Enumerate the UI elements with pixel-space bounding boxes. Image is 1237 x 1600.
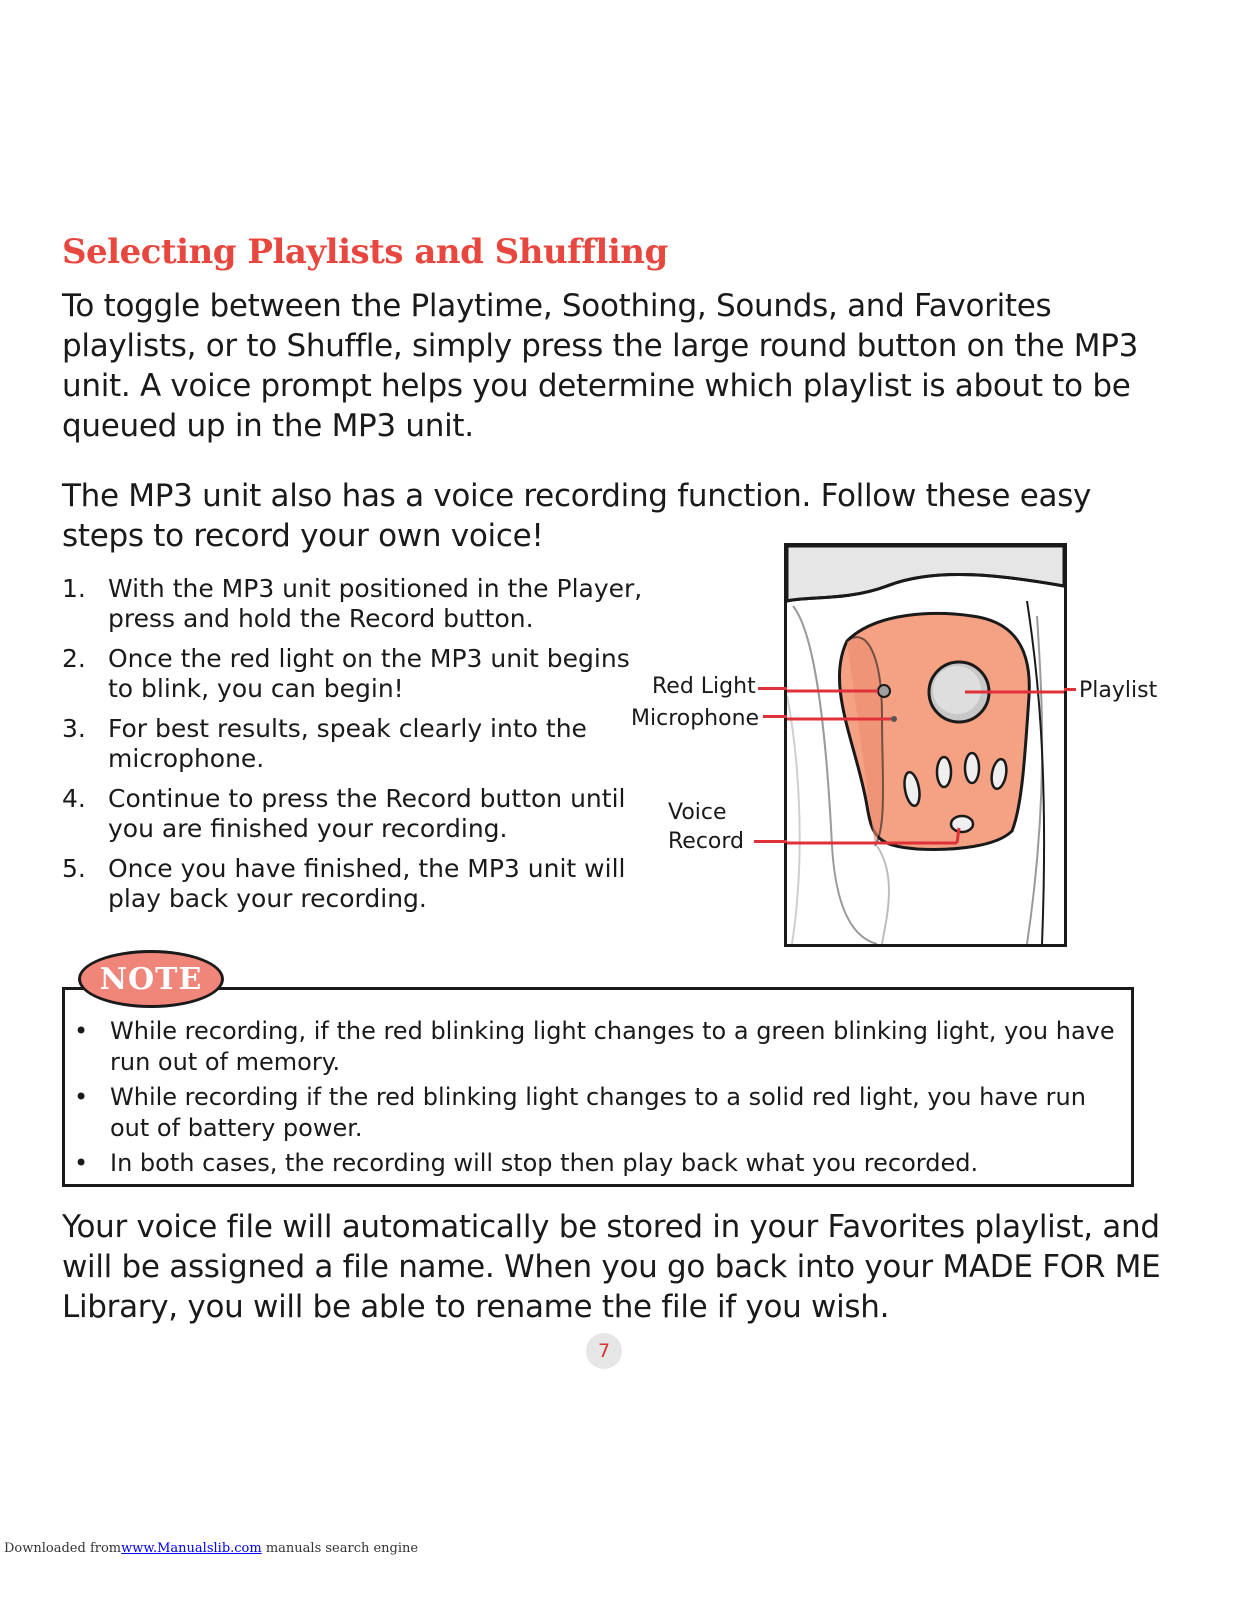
microphone-label: Microphone <box>631 706 760 731</box>
intro-paragraph: To toggle between the Playtime, Soothing, Sounds, and Favorites playlists, or to Shuffle, simply press the large round button on the MP3 unit. A voice prompt helps you determine which playlist is about to be queued up in the MP3 unit. <box>62 288 1139 444</box>
step-number: 2. <box>62 644 86 673</box>
mp3-unit-illustration <box>784 543 1067 947</box>
control-button-icon <box>965 753 979 783</box>
footer <box>4 1541 418 1556</box>
list-item <box>72 1082 1132 1144</box>
note-text: In both cases, the recording will stop then play back what you recorded. <box>110 1149 979 1177</box>
list-item <box>62 574 662 634</box>
mp3-unit-drawing <box>787 546 1064 944</box>
playlist-leader-line <box>1064 688 1076 691</box>
list-item <box>62 784 662 844</box>
manualslib-link[interactable]: www.Manualslib.com <box>121 1541 262 1556</box>
page-heading: Selecting Playlists and Shuffling <box>62 232 668 272</box>
step-text: Once you have finished, the MP3 unit will play back your recording. <box>108 854 626 913</box>
footer-prefix: Downloaded from <box>4 1541 122 1556</box>
note-text: While recording, if the red blinking light changes to a green blinking light, you have run out of memory. <box>110 1017 1115 1076</box>
closing-paragraph: Your voice file will automatically be stored in your Favorites playlist, and will be assigned a file name. When you go back into your MADE FOR ME Library, you will be able to rename the file if you wish. <box>62 1209 1161 1325</box>
voice-record-button-icon <box>951 816 973 832</box>
step-text: With the MP3 unit positioned in the Player, press and hold the Record button. <box>108 574 643 633</box>
step-text: For best results, speak clearly into the microphone. <box>108 714 587 773</box>
page-number: 7 <box>586 1333 622 1369</box>
step-number: 1. <box>62 574 86 603</box>
step-number: 3. <box>62 714 86 743</box>
control-button-icon <box>937 757 951 787</box>
bullet-icon: • <box>74 1083 89 1111</box>
step-number: 5. <box>62 854 86 883</box>
voice-record-label-line2: Record <box>668 829 745 854</box>
voice-record-label-line1: Voice <box>668 800 727 825</box>
list-item <box>62 644 662 704</box>
note-text: While recording if the red blinking light changes to a solid red light, you have run out of battery power. <box>110 1083 1086 1142</box>
list-item <box>72 1016 1132 1078</box>
list-item <box>72 1148 1132 1179</box>
list-item <box>62 854 662 914</box>
microphone-leader-line <box>763 715 787 718</box>
list-item <box>62 714 662 774</box>
note-list <box>72 1016 1132 1183</box>
red-light-icon <box>878 685 890 697</box>
bullet-icon: • <box>74 1017 89 1045</box>
bullet-icon: • <box>74 1149 89 1177</box>
red-light-label: Red Light <box>652 674 756 699</box>
recording-steps-list <box>62 574 662 924</box>
voice-record-leader-line <box>754 840 787 843</box>
step-text: Once the red light on the MP3 unit begins to blink, you can begin! <box>108 644 630 703</box>
microphone-icon <box>891 716 897 722</box>
player-top-shape <box>787 546 1064 601</box>
note-badge: NOTE <box>78 950 224 1008</box>
step-text: Continue to press the Record button until you are finished your recording. <box>108 784 626 843</box>
recording-intro-paragraph: The MP3 unit also has a voice recording function. Follow these easy steps to record your own voice! <box>62 478 1092 554</box>
step-number: 4. <box>62 784 86 813</box>
footer-suffix: manuals search engine <box>261 1541 419 1556</box>
red-light-leader-line <box>758 687 787 690</box>
playlist-label: Playlist <box>1079 678 1158 703</box>
